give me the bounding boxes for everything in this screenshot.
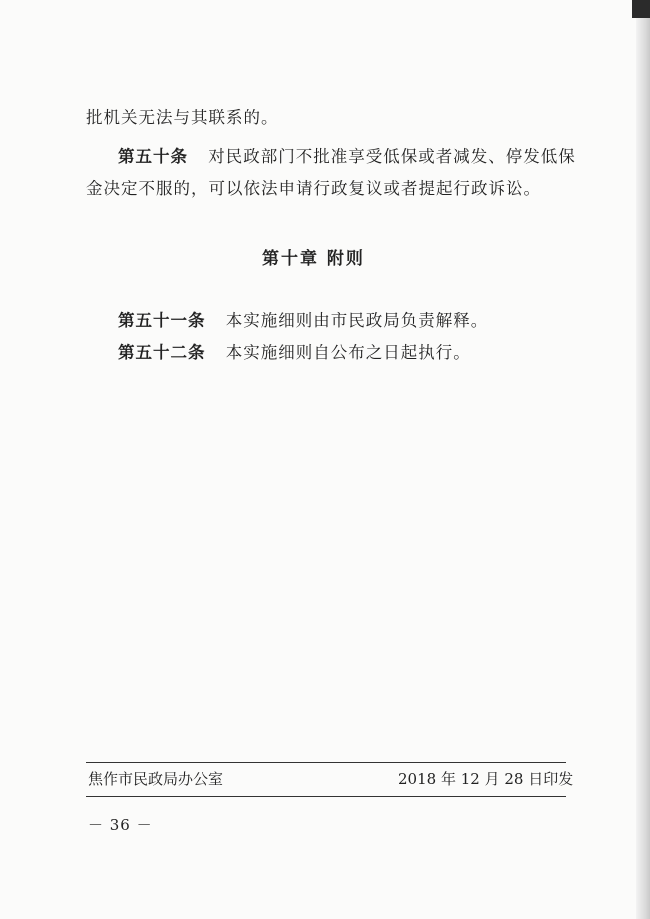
article-51: [118, 313, 488, 330]
footer-date: 2018 年 12 月 28 日印发: [398, 770, 574, 788]
article-52-text: 本实施细则自公布之日起执行。: [225, 343, 471, 362]
article-52: [118, 345, 471, 362]
article-51-heading: 第五十一条: [118, 311, 206, 330]
article-50-text: 对民政部门不批准享受低保或者减发、停发低保: [208, 147, 576, 166]
scan-edge: [636, 0, 650, 919]
article-50-line-1: [118, 149, 576, 166]
paragraph-continuation: 批机关无法与其联系的。: [86, 108, 279, 127]
article-50-heading: 第五十条: [118, 147, 188, 166]
page-number: － 36 －: [88, 816, 153, 834]
footer-top-rule: [86, 762, 566, 763]
article-51-text: 本实施细则由市民政局负责解释。: [225, 311, 489, 330]
article-52-heading: 第五十二条: [118, 343, 206, 362]
footer-issuer: 焦作市民政局办公室: [88, 770, 224, 788]
article-50-line-2: 金决定不服的，可以依法申请行政复议或者提起行政诉讼。: [86, 179, 541, 198]
footer-bottom-rule: [86, 796, 566, 797]
chapter-title: 第十章 附则: [262, 249, 365, 269]
scan-corner-mark: [632, 0, 650, 18]
